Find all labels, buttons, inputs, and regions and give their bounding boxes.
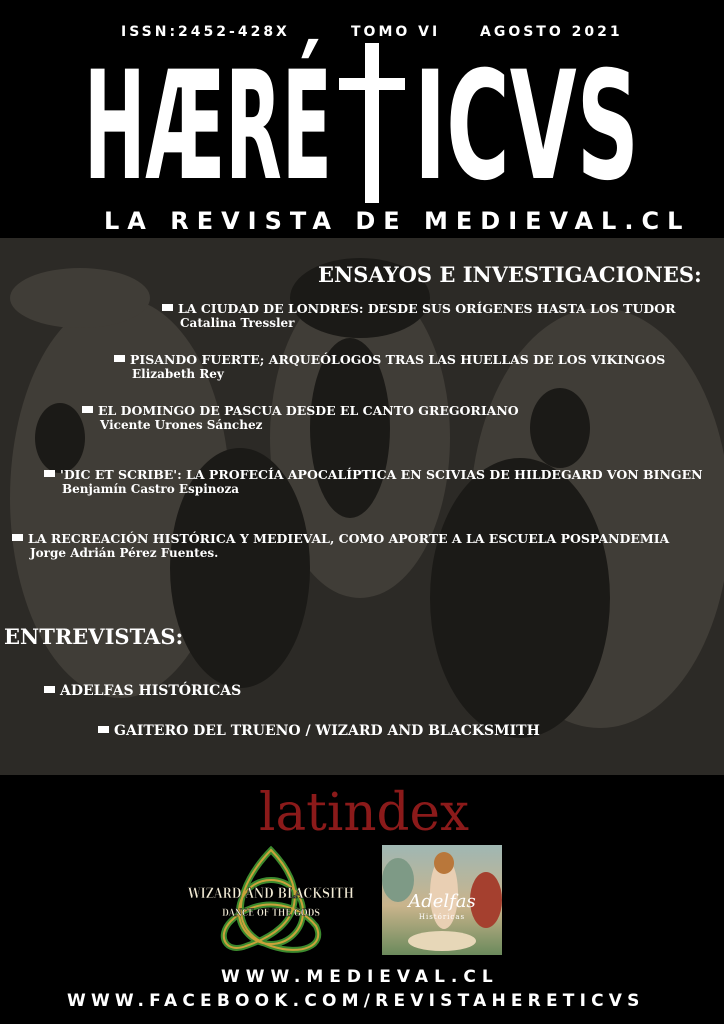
svg-text:Históricas: Históricas [418, 913, 466, 921]
list-item: ADELFAS HISTÓRICAS [44, 683, 241, 699]
issn-label: ISSN:2452-428X [121, 24, 290, 40]
title-right: ICVS [414, 40, 639, 214]
svg-text:latindex: latindex [259, 783, 469, 843]
bullet-icon [12, 534, 23, 541]
website-url[interactable]: WWW.MEDIEVAL.CL [221, 967, 499, 987]
ensayos-heading: ENSAYOS E INVESTIGACIONES: [318, 262, 702, 287]
subtitle: LA REVISTA DE MEDIEVAL.CL [104, 207, 691, 235]
title-left: HÆRÉ [84, 40, 591, 214]
magazine-title [84, 38, 644, 214]
adelfas-historicas-image [382, 845, 502, 955]
bullet-icon [82, 406, 93, 413]
bullet-icon [98, 726, 109, 733]
entrevistas-heading: ENTREVISTAS: [4, 624, 184, 649]
list-item: LA RECREACIÓN HISTÓRICA Y MEDIEVAL, COMO APORTE A LA ESCUELA POSPANDEMIA Jorge Adrián Pérez Fuentes. [12, 531, 669, 560]
bullet-icon [44, 686, 55, 693]
cross-icon [339, 43, 405, 203]
svg-text:DANCE OF THE GODS: DANCE OF THE GODS [222, 908, 320, 919]
bullet-icon [162, 304, 173, 311]
svg-text:Adelfas: Adelfas [408, 891, 476, 912]
date-label: AGOSTO 2021 [480, 24, 623, 40]
bullet-icon [114, 355, 125, 362]
wizard-and-blacksmith-logo [186, 846, 356, 954]
list-item: EL DOMINGO DE PASCUA DESDE EL CANTO GREGORIANO Vicente Urones Sánchez [82, 403, 519, 432]
list-item: GAITERO DEL TRUENO / WIZARD AND BLACKSMITH [98, 723, 540, 739]
facebook-url[interactable]: WWW.FACEBOOK.COM/REVISTAHERETICVS [67, 991, 645, 1011]
svg-text:WIZARD AND BLACKSITH: WIZARD AND BLACKSITH [187, 886, 354, 902]
bullet-icon [44, 470, 55, 477]
list-item: 'DIC ET SCRIBE': LA PROFECÍA APOCALÍPTICA EN SCIVIAS DE HILDEGARD VON BINGEN Benjamín Castro Espinoza [44, 467, 703, 496]
latindex-logo [258, 780, 470, 842]
list-item: LA CIUDAD DE LONDRES: DESDE SUS ORÍGENES HASTA LOS TUDOR Catalina Tressler [162, 301, 676, 330]
volume-label: TOMO VI [351, 24, 441, 40]
list-item: PISANDO FUERTE; ARQUEÓLOGOS TRAS LAS HUELLAS DE LOS VIKINGOS Elizabeth Rey [114, 352, 665, 381]
